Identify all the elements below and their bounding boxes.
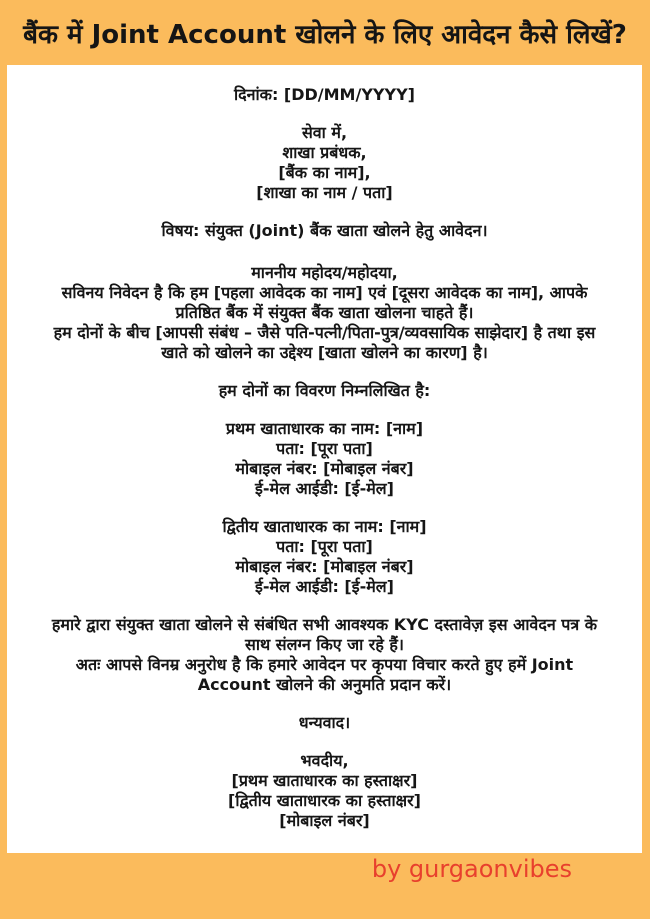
details-intro-line: हम दोनों का विवरण निम्नलिखित है: [218,381,431,400]
recipient-line: [शाखा का नाम / पता] [256,183,393,202]
signature-line: भवदीय, [300,751,349,770]
signature-block [47,751,602,831]
holder-detail-line: पता: [पूरा पता] [276,537,373,556]
date-line: दिनांक: [DD/MM/YYYY] [234,85,415,104]
recipient-line: शाखा प्रबंधक, [282,143,367,162]
holder-detail-line: मोबाइल नंबर: [मोबाइल नंबर] [235,557,414,576]
opening-sentence: हम दोनों के बीच [आपसी संबंध – जैसे पति-पत्नी/पिता-पुत्र/व्यवसायिक साझेदार] है तथा इस खाते को खोलने का उद्देश्य [खाता खोलने का कारण] है। [53,323,596,362]
recipient-line: [बैंक का नाम], [278,163,371,182]
subject-block [47,221,602,241]
closing-sentence: हमारे द्वारा संयुक्त खाता खोलने से संबंधित सभी आवश्यक KYC दस्तावेज़ इस आवेदन पत्र के साथ संलग्न किए जा रहे हैं। [51,615,598,654]
opening-sentence: सविनय निवेदन है कि हम [पहला आवेदक का नाम] एवं [दूसरा आवेदक का नाम], आपके प्रतिष्ठित बैंक में संयुक्त बैंक खाता खोलना चाहते हैं। [61,283,588,322]
second-holder-block [47,517,602,597]
thanks-line: धन्यवाद। [298,713,351,732]
thanks-block [47,713,602,733]
page-title: बैंक में Joint Account खोलने के लिए आवेदन कैसे लिखें? [23,20,627,50]
recipient-address-block [47,123,602,203]
signature-line: [मोबाइल नंबर] [279,811,370,830]
holder-detail-line: प्रथम खाताधारक का नाम: [नाम] [225,419,424,438]
signature-line: [प्रथम खाताधारक का हस्ताक्षर] [231,771,418,790]
holder-detail-line: द्वितीय खाताधारक का नाम: [नाम] [222,517,427,536]
holder-detail-line: ई-मेल आईडी: [ई-मेल] [255,479,394,498]
closing-sentence: अतः आपसे विनम्र अनुरोध है कि हमारे आवेदन पर कृपया विचार करते हुए हमें Joint Account खोलने की अनुमति प्रदान करें। [75,655,574,694]
holder-detail-line: पता: [पूरा पता] [276,439,373,458]
details-intro-block [47,381,602,401]
closing-paragraph [47,615,602,695]
recipient-line: सेवा में, [301,123,348,142]
opening-paragraph [47,263,602,363]
holder-detail-line: ई-मेल आईडी: [ई-मेल] [255,577,394,596]
date-block [47,85,602,105]
credit-text: by gurgaonvibes [371,855,572,883]
holder-detail-line: मोबाइल नंबर: [मोबाइल नंबर] [235,459,414,478]
subject-line: विषय: संयुक्त (Joint) बैंक खाता खोलने हेतु आवेदन। [161,221,488,240]
signature-line: [द्वितीय खाताधारक का हस्ताक्षर] [228,791,421,810]
first-holder-block [47,419,602,499]
salutation-line: माननीय महोदय/महोदया, [251,263,398,282]
letter-card [7,65,642,853]
